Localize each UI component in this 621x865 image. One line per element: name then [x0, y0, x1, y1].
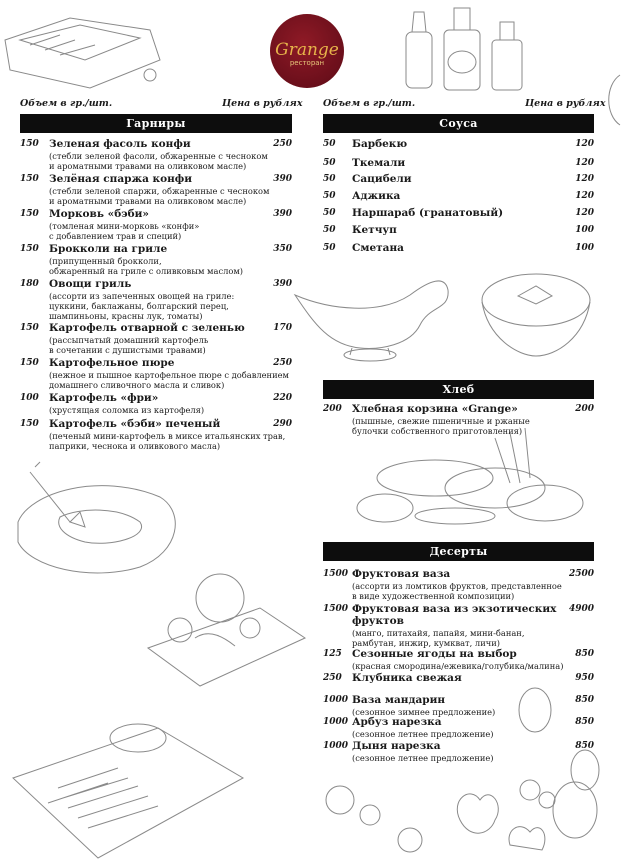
item-weight: 1000 — [323, 741, 349, 751]
item-name: Брокколи на гриле — [49, 243, 168, 255]
item-description: (манго, питахайя, папайя, мини-банан, — [352, 628, 525, 638]
item-price: 100 — [575, 243, 594, 253]
item-description: (хрустящая соломка из картофеля) — [49, 405, 205, 415]
right-price-header: Цена в рублях — [525, 98, 606, 109]
item-name: Картофель «бэби» печеный — [49, 418, 221, 430]
item-price: 200 — [575, 404, 594, 414]
item-name: Арбуз нарезка — [352, 716, 442, 728]
item-name: Наршараб (гранатовый) — [352, 207, 504, 219]
item-price: 4900 — [568, 604, 594, 614]
item-description: с добавлением трав и специй) — [49, 231, 182, 241]
item-price: 120 — [575, 158, 594, 168]
item-weight: 200 — [323, 404, 342, 414]
item-price: 2500 — [568, 569, 594, 579]
item-price: 100 — [575, 225, 594, 235]
soup-bowl-sketch — [478, 268, 596, 363]
item-price: 170 — [273, 323, 292, 333]
item-description: в сочетании с душистыми травами) — [49, 345, 206, 355]
item-price: 850 — [575, 649, 594, 659]
logo-subtitle: ресторан — [289, 59, 325, 67]
item-description: (красная смородина/ежевика/голубика/малина) — [352, 661, 564, 671]
item-name: Сезонные ягоды на выбор — [352, 648, 517, 660]
item-description: и ароматными травами на оливковом масле) — [49, 196, 247, 206]
item-name: Морковь «бэби» — [49, 208, 149, 220]
item-name: Фруктовая ваза — [352, 568, 451, 580]
item-description: рамбутан, инжир, кумкват, личи) — [352, 638, 500, 648]
item-description: (томленая мини-морковь «конфи» — [49, 221, 200, 231]
item-price: 950 — [575, 673, 594, 683]
item-weight: 50 — [323, 191, 336, 201]
item-name: Ткемали — [352, 157, 406, 169]
item-weight: 150 — [20, 174, 39, 184]
item-name: Фруктовая ваза из экзотических — [352, 603, 557, 615]
item-description: (пышные, свежие пшеничные и ржаные — [352, 416, 530, 426]
item-price: 120 — [575, 191, 594, 201]
item-description: (стебли зеленой фасоли, обжаренные с чесноком — [49, 151, 268, 161]
item-name: Сметана — [352, 242, 404, 254]
item-name: фруктов — [352, 615, 404, 627]
item-weight: 50 — [323, 139, 336, 149]
garnish-section-title: Гарниры — [20, 114, 292, 133]
item-name: Ваза мандарин — [352, 694, 446, 706]
item-description: домашнего сливочного масла и сливок) — [49, 380, 225, 390]
item-name: Овощи гриль — [49, 278, 132, 290]
item-description: (сезонное летнее предложение) — [352, 729, 494, 739]
item-weight: 180 — [20, 279, 39, 289]
item-description: (ассорти из запеченных овощей на гриле: — [49, 291, 235, 301]
item-price: 290 — [273, 419, 292, 429]
item-description: (печеный мини-картофель в миксе итальянских трав, — [49, 431, 286, 441]
item-price: 850 — [575, 741, 594, 751]
item-description: обжаренный на гриле с оливковым маслом) — [49, 266, 244, 276]
item-weight: 125 — [323, 649, 342, 659]
item-price: 850 — [575, 717, 594, 727]
item-name: Дыня нарезка — [352, 740, 441, 752]
item-description: (припущенный брокколи, — [49, 256, 162, 266]
bread-basket-sketch — [345, 428, 585, 533]
item-price: 220 — [273, 393, 292, 403]
item-name: Картофель «фри» — [49, 392, 159, 404]
item-name: Барбекю — [352, 138, 408, 150]
item-price: 120 — [575, 208, 594, 218]
right-weight-header: Объем в гр./шт. — [323, 98, 416, 109]
item-price: 390 — [273, 279, 292, 289]
bbq-sauce-bottles-sketch — [398, 0, 533, 95]
fries-board-sketch — [8, 708, 248, 863]
item-name: Картофель отварной с зеленью — [49, 322, 245, 334]
item-description: (сезонное летнее предложение) — [352, 753, 494, 763]
item-price: 250 — [273, 139, 292, 149]
gravy-boat-sketch — [290, 270, 455, 370]
item-description: булочки собственного приготовления) — [352, 426, 523, 436]
item-price: 390 — [273, 174, 292, 184]
item-price: 350 — [273, 244, 292, 254]
item-name: Клубника свежая — [352, 672, 462, 684]
item-weight: 1500 — [323, 604, 349, 614]
item-weight: 1000 — [323, 695, 349, 705]
item-weight: 50 — [323, 158, 336, 168]
item-name: Зеленая фасоль конфи — [49, 138, 191, 150]
item-weight: 250 — [323, 673, 342, 683]
item-weight: 150 — [20, 323, 39, 333]
sauces-section-title: Соуса — [323, 114, 594, 133]
item-weight: 150 — [20, 209, 39, 219]
desserts-section-title: Десерты — [323, 542, 594, 561]
left-weight-header: Объем в гр./шт. — [20, 98, 113, 109]
item-price: 120 — [575, 174, 594, 184]
item-price: 390 — [273, 209, 292, 219]
item-weight: 150 — [20, 244, 39, 254]
item-name: Сацибели — [352, 173, 412, 185]
item-weight: 150 — [20, 419, 39, 429]
item-description: (сезонное зимнее предложение) — [352, 707, 496, 717]
bread-section-title: Хлеб — [323, 380, 594, 399]
item-name: Картофельное пюре — [49, 357, 175, 369]
item-weight: 50 — [323, 243, 336, 253]
steak-board-sketch — [10, 452, 195, 582]
item-weight: 50 — [323, 208, 336, 218]
item-description: (рассыпчатый домашний картофель — [49, 335, 209, 345]
item-weight: 150 — [20, 139, 39, 149]
item-description: (нежное и пышное картофельное пюре с добавлением — [49, 370, 289, 380]
restaurant-logo — [270, 14, 344, 88]
item-description: паприки, чеснока и оливкового масла) — [49, 441, 221, 451]
item-weight: 1500 — [323, 569, 349, 579]
item-description: шампиньоны, красны лук, томаты) — [49, 311, 203, 321]
item-weight: 100 — [20, 393, 39, 403]
item-weight: 1000 — [323, 717, 349, 727]
item-price: 850 — [575, 695, 594, 705]
meat-board-sketch — [0, 0, 170, 95]
item-name: Кетчуп — [352, 224, 397, 236]
item-description: цуккини, баклажаны, болгарский перец, — [49, 301, 229, 311]
item-description: (ассорти из ломтиков фруктов, представленное — [352, 581, 562, 591]
item-description: в виде художественной композиции) — [352, 591, 515, 601]
item-price: 250 — [273, 358, 292, 368]
item-name: Зелёная спаржа конфи — [49, 173, 193, 185]
item-description: и ароматными травами на оливковом масле) — [49, 161, 247, 171]
left-price-header: Цена в рублях — [222, 98, 303, 109]
logo-name: Grange — [275, 40, 339, 60]
item-price: 120 — [575, 139, 594, 149]
item-description: (стебли зеленой спаржи, обжаренные с чесноком — [49, 186, 270, 196]
item-name: Хлебная корзина «Grange» — [352, 403, 518, 415]
item-weight: 50 — [323, 225, 336, 235]
vegetables-board-sketch — [140, 568, 310, 688]
item-name: Аджика — [352, 190, 401, 202]
item-weight: 150 — [20, 358, 39, 368]
fruits-sketch — [310, 760, 610, 865]
item-weight: 50 — [323, 174, 336, 184]
